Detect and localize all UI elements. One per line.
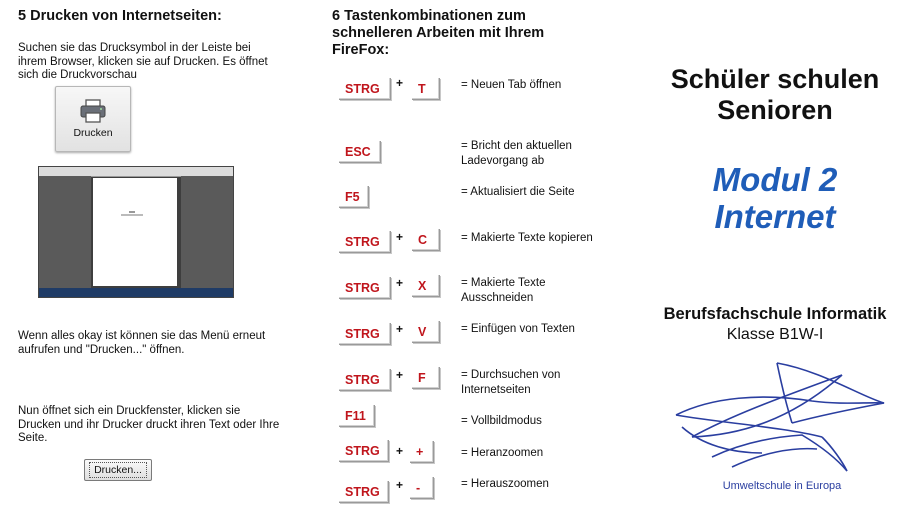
section-title-shortcuts: 6 Tastenkombinationen zum schnelleren Arbeiten mit Ihrem FireFox: <box>332 8 545 58</box>
shortcut-desc: = Bricht den aktuellen Ladevorgang ab <box>461 140 572 167</box>
print-dialog-text: Nun öffnet sich ein Druckfenster, klicken sie Drucken und ihr Drucker druckt ihren Text oder Ihre Seite. <box>18 405 280 444</box>
key-strg: STRG <box>339 277 391 299</box>
module-line-2: Internet <box>714 198 836 235</box>
plus-sign: + <box>396 368 404 382</box>
print-button-label: Drucken <box>73 127 113 139</box>
print-dialog-button[interactable] <box>84 459 152 481</box>
class-name: Klasse B1W-I <box>726 326 824 343</box>
key-strg: STRG <box>339 440 389 462</box>
menu-again-text: Wenn alles okay ist können sie das Menü erneut aufrufen und "Drucken..." öffnen. <box>18 330 266 356</box>
shortcut-desc: = Makierte Texte Ausschneiden <box>461 277 546 304</box>
key-esc: ESC <box>339 141 381 163</box>
shortcut-desc: = Herauszoomen <box>461 478 549 490</box>
plus-sign: + <box>396 276 404 290</box>
school-logo-icon <box>672 357 892 477</box>
print-dialog-button-label: Drucken... <box>89 462 147 478</box>
key-v: V <box>412 321 440 343</box>
plus-sign: + <box>396 444 404 458</box>
plus-sign: + <box>396 322 404 336</box>
module-line-1: Modul 2 <box>712 161 838 198</box>
plus-sign: + <box>396 478 404 492</box>
shortcut-desc: = Neuen Tab öffnen <box>461 79 562 91</box>
printer-icon <box>79 99 107 123</box>
key-strg: STRG <box>339 231 391 253</box>
shortcut-desc: = Aktualisiert die Seite <box>461 186 575 198</box>
key-strg: STRG <box>339 369 391 391</box>
module-title <box>650 161 900 235</box>
key-strg: STRG <box>339 481 389 503</box>
key-strg: STRG <box>339 78 391 100</box>
title-line-2: Senioren <box>717 95 833 125</box>
shortcut-desc: = Vollbildmodus <box>461 415 542 427</box>
print-intro-text: Suchen sie das Drucksymbol in der Leiste bei ihrem Browser, klicken sie auf Drucken. Es öffnet sich die Druckvorschau <box>18 42 268 81</box>
cover-title <box>650 64 900 126</box>
key-f11: F11 <box>339 405 375 427</box>
shortcut-desc: = Makierte Texte kopieren <box>461 232 593 244</box>
print-button[interactable] <box>55 86 131 152</box>
left-column <box>18 8 288 25</box>
key-plus: + <box>410 441 434 463</box>
school-name: Berufsfachschule Informatik <box>663 305 887 323</box>
key-f: F <box>412 367 440 389</box>
logo-caption: Umweltschule in Europa <box>722 480 842 492</box>
key-t: T <box>412 78 440 100</box>
shortcut-desc: = Heranzoomen <box>461 447 544 459</box>
shortcut-desc: = Durchsuchen von Internetseiten <box>461 369 561 396</box>
print-preview-screenshot <box>38 166 234 298</box>
key-c: C <box>412 229 440 251</box>
plus-sign: + <box>396 76 404 90</box>
key-strg: STRG <box>339 323 391 345</box>
shortcut-desc: = Einfügen von Texten <box>461 323 575 335</box>
title-line-1: Schüler schulen <box>670 64 880 94</box>
plus-sign: + <box>396 230 404 244</box>
key-minus: - <box>410 477 434 499</box>
key-f5: F5 <box>339 186 369 208</box>
key-x: X <box>412 275 440 297</box>
section-title-printing: 5 Drucken von Internetseiten: <box>18 8 222 24</box>
